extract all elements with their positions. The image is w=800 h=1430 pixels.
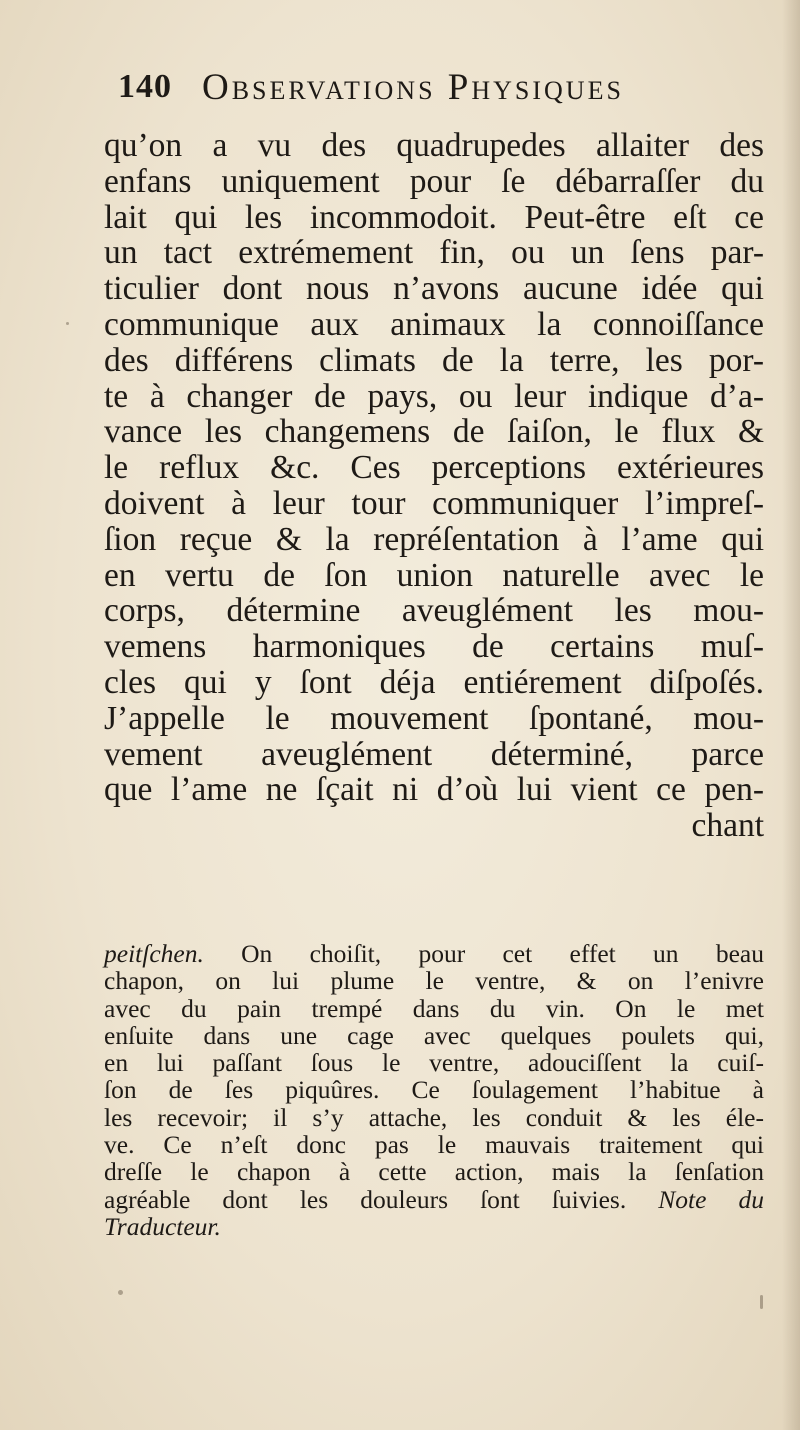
footnote-line: enſuite dans une cage avec quelques poulets qui, (104, 1020, 764, 1050)
body-line: lait qui les incommodoit. Peut-être eſt ce (104, 198, 764, 236)
footnote-line: ve. Ce n’eſt donc pas le mauvais traitement qui (104, 1130, 764, 1160)
body-text (104, 128, 764, 844)
body-line: ticulier dont nous n’avons aucune idée qui (104, 270, 764, 308)
footnote-line (104, 1213, 764, 1240)
footnote-line-text: agréable dont les douleurs ſont ſuivies. (104, 1184, 627, 1214)
body-line: corps, détermine aveuglément les mou- (104, 592, 764, 630)
body-line: J’appelle le mouvement ſpontané, mou- (104, 699, 764, 737)
body-line: que l’ame ne ſçait ni d’où lui vient ce pen- (104, 771, 764, 809)
body-line: ſion reçue & la repréſentation à l’ame qui (104, 520, 764, 558)
page-number: 140 (118, 68, 172, 105)
catchword: chant (691, 807, 764, 845)
paper-speck (118, 1290, 123, 1295)
footnote-lead-word: peitſchen. (104, 939, 204, 968)
body-line: un tact extrémement fin, ou un ſens par- (104, 234, 764, 272)
body-line: vance les changemens de ſaiſon, le flux & (104, 413, 764, 451)
body-line: le reflux &c. Ces perceptions extérieures (104, 449, 764, 487)
body-line: en vertu de ſon union naturelle avec le (104, 556, 764, 594)
body-line: qu’on a vu des quadrupedes allaiter des (104, 127, 764, 164)
body-line: communique aux animaux la connoiſſance (104, 305, 764, 343)
paper-speck (66, 322, 69, 325)
footnote-line (104, 1186, 764, 1213)
body-line: enfans uniquement pour ſe débarraſſer du (104, 162, 764, 200)
body-line: des différens climats de la terre, les por- (104, 341, 764, 379)
body-line: doivent à leur tour communiquer l’impreſ- (104, 484, 764, 522)
footnote-line: avec du pain trempé dans du vin. On le met (104, 993, 764, 1023)
paper-speck (760, 1295, 763, 1309)
page-header (118, 64, 788, 108)
footnote-line: les recevoir; il s’y attache, les conduit & les éle- (104, 1102, 764, 1132)
body-line: te à changer de pays, ou leur indique d’a- (104, 377, 764, 415)
footnote (104, 940, 764, 1240)
page-gutter-shadow (782, 0, 800, 1430)
running-head: Observations Physiques (202, 67, 624, 108)
footnote-line: ſon de ſes piquûres. Ce ſoulagement l’habitue à (104, 1075, 764, 1105)
footnote-line: en lui paſſant ſous le ventre, adouciſſent la cuiſ- (104, 1048, 764, 1078)
body-line: vemens harmoniques de certains muſ- (104, 628, 764, 666)
footnote-line: dreſſe le chapon à cette action, mais la ſenſation (104, 1157, 764, 1187)
footnote-first-line: On choiſit, pour cet effet un beau (203, 939, 764, 968)
body-line: cles qui y ſont déja entiérement diſpoſés. (104, 663, 764, 701)
footnote-attribution: Note du (626, 1184, 764, 1214)
footnote-attribution-end: Traducteur. (104, 1211, 221, 1241)
footnote-line (104, 940, 764, 967)
footnote-line: chapon, on lui plume le ventre, & on l’enivre (104, 966, 764, 996)
body-line: vement aveuglément déterminé, parce (104, 735, 764, 773)
